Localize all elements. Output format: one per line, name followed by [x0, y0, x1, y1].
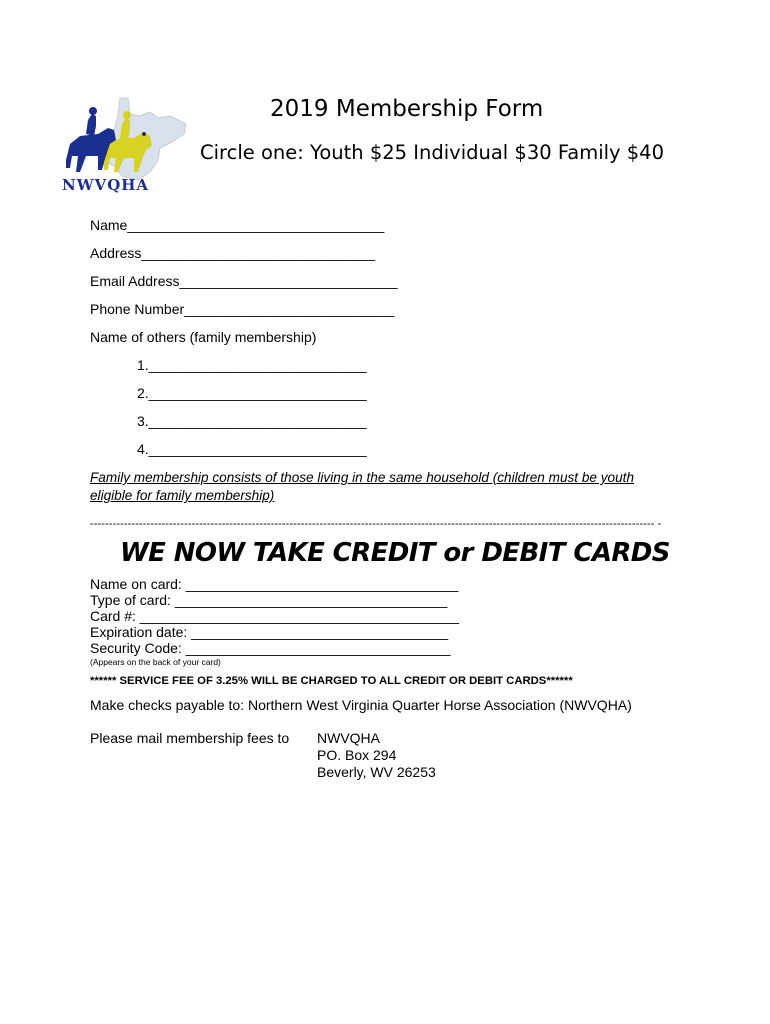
- phone-number-field[interactable]: Phone Number___________________________: [90, 301, 395, 317]
- logo-graphic: [58, 94, 190, 194]
- mail-fees-label: Please mail membership fees to: [90, 730, 290, 746]
- family-members-label: Name of others (family membership): [90, 329, 317, 345]
- mailing-address-line-2: PO. Box 294: [317, 747, 397, 763]
- membership-price-options: Circle one: Youth $25 Individual $30 Family $40: [200, 141, 664, 164]
- name-on-card-field[interactable]: Name on card: ___________________________________: [90, 576, 459, 592]
- blue-rider-shape: [86, 114, 96, 136]
- logo-text: NWVQHA: [62, 176, 150, 194]
- family-member-4-field[interactable]: 4.____________________________: [137, 441, 367, 457]
- name-field[interactable]: Name_________________________________: [90, 217, 385, 233]
- mailing-address-line-1: NWVQHA: [317, 730, 380, 746]
- form-title: 2019 Membership Form: [270, 96, 544, 122]
- credit-cards-headline: WE NOW TAKE CREDIT or DEBIT CARDS: [120, 538, 670, 568]
- cut-line-divider: ------------------------------------------------------------------------------------------------------------------------------------------------------ -: [90, 518, 662, 530]
- mailing-address-line-3: Beverly, WV 26253: [317, 764, 436, 780]
- address-field[interactable]: Address______________________________: [90, 245, 375, 261]
- family-member-2-field[interactable]: 2.____________________________: [137, 385, 367, 401]
- service-fee-notice: ****** SERVICE FEE OF 3.25% WILL BE CHARGED TO ALL CREDIT OR DEBIT CARDS******: [90, 675, 573, 687]
- nwvqha-logo: [58, 94, 190, 194]
- checks-payable-instruction: Make checks payable to: Northern West Virginia Quarter Horse Association (NWVQHA): [90, 697, 632, 713]
- card-number-field[interactable]: Card #: _________________________________________: [90, 608, 460, 624]
- type-of-card-field[interactable]: Type of card: ___________________________________: [90, 592, 448, 608]
- security-code-field[interactable]: Security Code: __________________________________: [90, 640, 451, 656]
- security-code-hint: (Appears on the back of your card): [90, 657, 221, 667]
- family-membership-note: Family membership consists of those living in the same household (children must be youth eligible for family membership): [90, 470, 635, 503]
- family-member-3-field[interactable]: 3.____________________________: [137, 413, 367, 429]
- email-address-field[interactable]: Email Address____________________________: [90, 273, 398, 289]
- family-member-1-field[interactable]: 1.____________________________: [137, 357, 367, 373]
- expiration-date-field[interactable]: Expiration date: _________________________________: [90, 624, 449, 640]
